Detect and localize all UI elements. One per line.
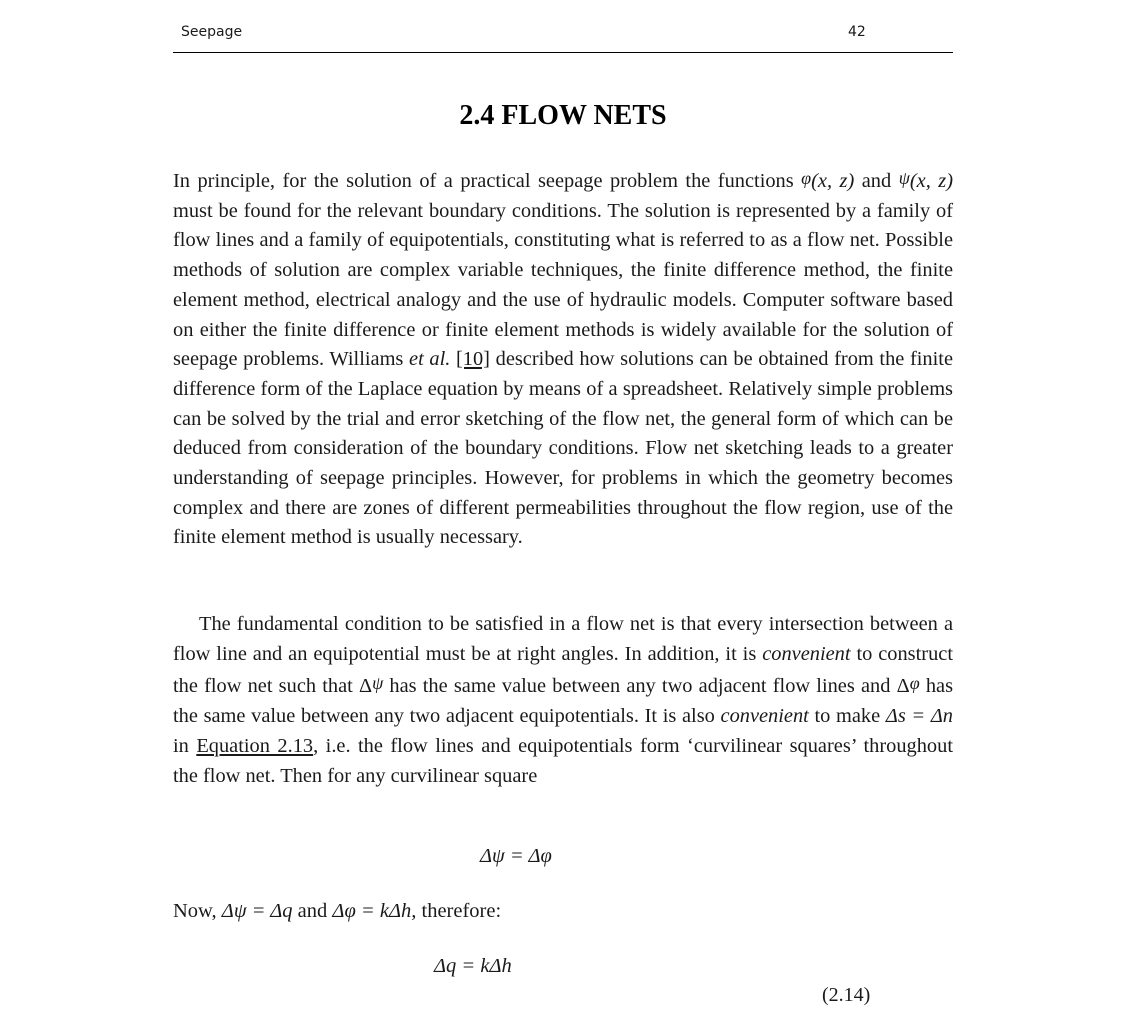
inline-equation-dphi-kdh: Δφ = kΔh, (332, 900, 417, 922)
text-run: in (173, 734, 197, 757)
phi-symbol: φ (801, 168, 812, 188)
text-run: and (292, 900, 333, 922)
text-run: In principle, for the solution of a practical seepage problem the functions (173, 170, 802, 192)
text-run: described how solutions can be obtained from the finite difference form of the Laplace equation by means of a spreadsheet. Relatively simple problems can be solved by the trial and error sketching of the flow net, the general form of which can be deduced from consideration of the boundary conditions. Flow net sketching leads to a greater understanding of seepage principles. However, for problems in which the geometry becomes complex and there are zones of different permeabilities throughout the flow region, use of the finite element method is usually necessary. (173, 348, 953, 549)
text-run: The fundamental condition to be satisfied in a flow net is that every intersection between a flow line and an equipotential must be at right angles. In addition, it is (173, 613, 953, 665)
text-run: to make (808, 705, 886, 728)
emphasis-convenient: convenient (762, 642, 851, 665)
emphasis-convenient: convenient (720, 705, 809, 728)
text-run: must be found for the relevant boundary conditions. The solution is represented by a family of flow lines and a family of equipotentials, constituting what is referred to as a flow net. Possible methods of solution are complex variable techniques, the finite difference method, the finite element method, electrical analogy and the use of hydraulic models. Computer software based on either the finite difference or finite element methods is widely available for the solution of seepage problems. Williams (173, 199, 953, 371)
text-run: , i.e. the flow lines and equipotentials form ‘curvilinear squares’ throughout the flow net. Then for any curvilinear square (173, 734, 953, 787)
inline-equation-ds-dn: Δs = Δn (885, 705, 954, 728)
text-run: Now, (173, 900, 222, 922)
text-run: to construct the flow net such that Δ (173, 642, 953, 698)
display-equation-2: Δq = kΔh (434, 955, 512, 977)
text-run: and (854, 170, 899, 192)
page-header (173, 22, 953, 53)
display-equation-1: Δψ = Δφ (480, 845, 552, 867)
chapter-name: Seepage (181, 24, 243, 40)
psi-args: (x, z) (909, 170, 954, 192)
equation-number: (2.14) (822, 984, 871, 1006)
phi-symbol: φ (909, 673, 920, 694)
page-number: 42 (848, 24, 866, 40)
reference-link[interactable]: [10] (456, 348, 490, 371)
psi-symbol: ψ (898, 168, 910, 188)
section-title: 2.4 FLOW NETS (459, 100, 667, 131)
text-run: therefore: (416, 900, 502, 922)
psi-symbol: ψ (372, 673, 384, 694)
inline-equation-dpsi-dq: Δψ = Δq (221, 900, 293, 922)
equation-link[interactable]: Equation 2.13 (196, 734, 314, 757)
phi-args: (x, z) (811, 170, 855, 192)
paragraph-fundamental-condition (173, 610, 953, 791)
et-al: et al. (409, 348, 451, 371)
paragraph-intro (173, 164, 953, 553)
text-run: has the same value between any two adjacent equipotentials. It is also (173, 675, 953, 728)
now-line (173, 900, 501, 923)
text-run: has the same value between any two adjacent flow lines and Δ (383, 675, 910, 698)
